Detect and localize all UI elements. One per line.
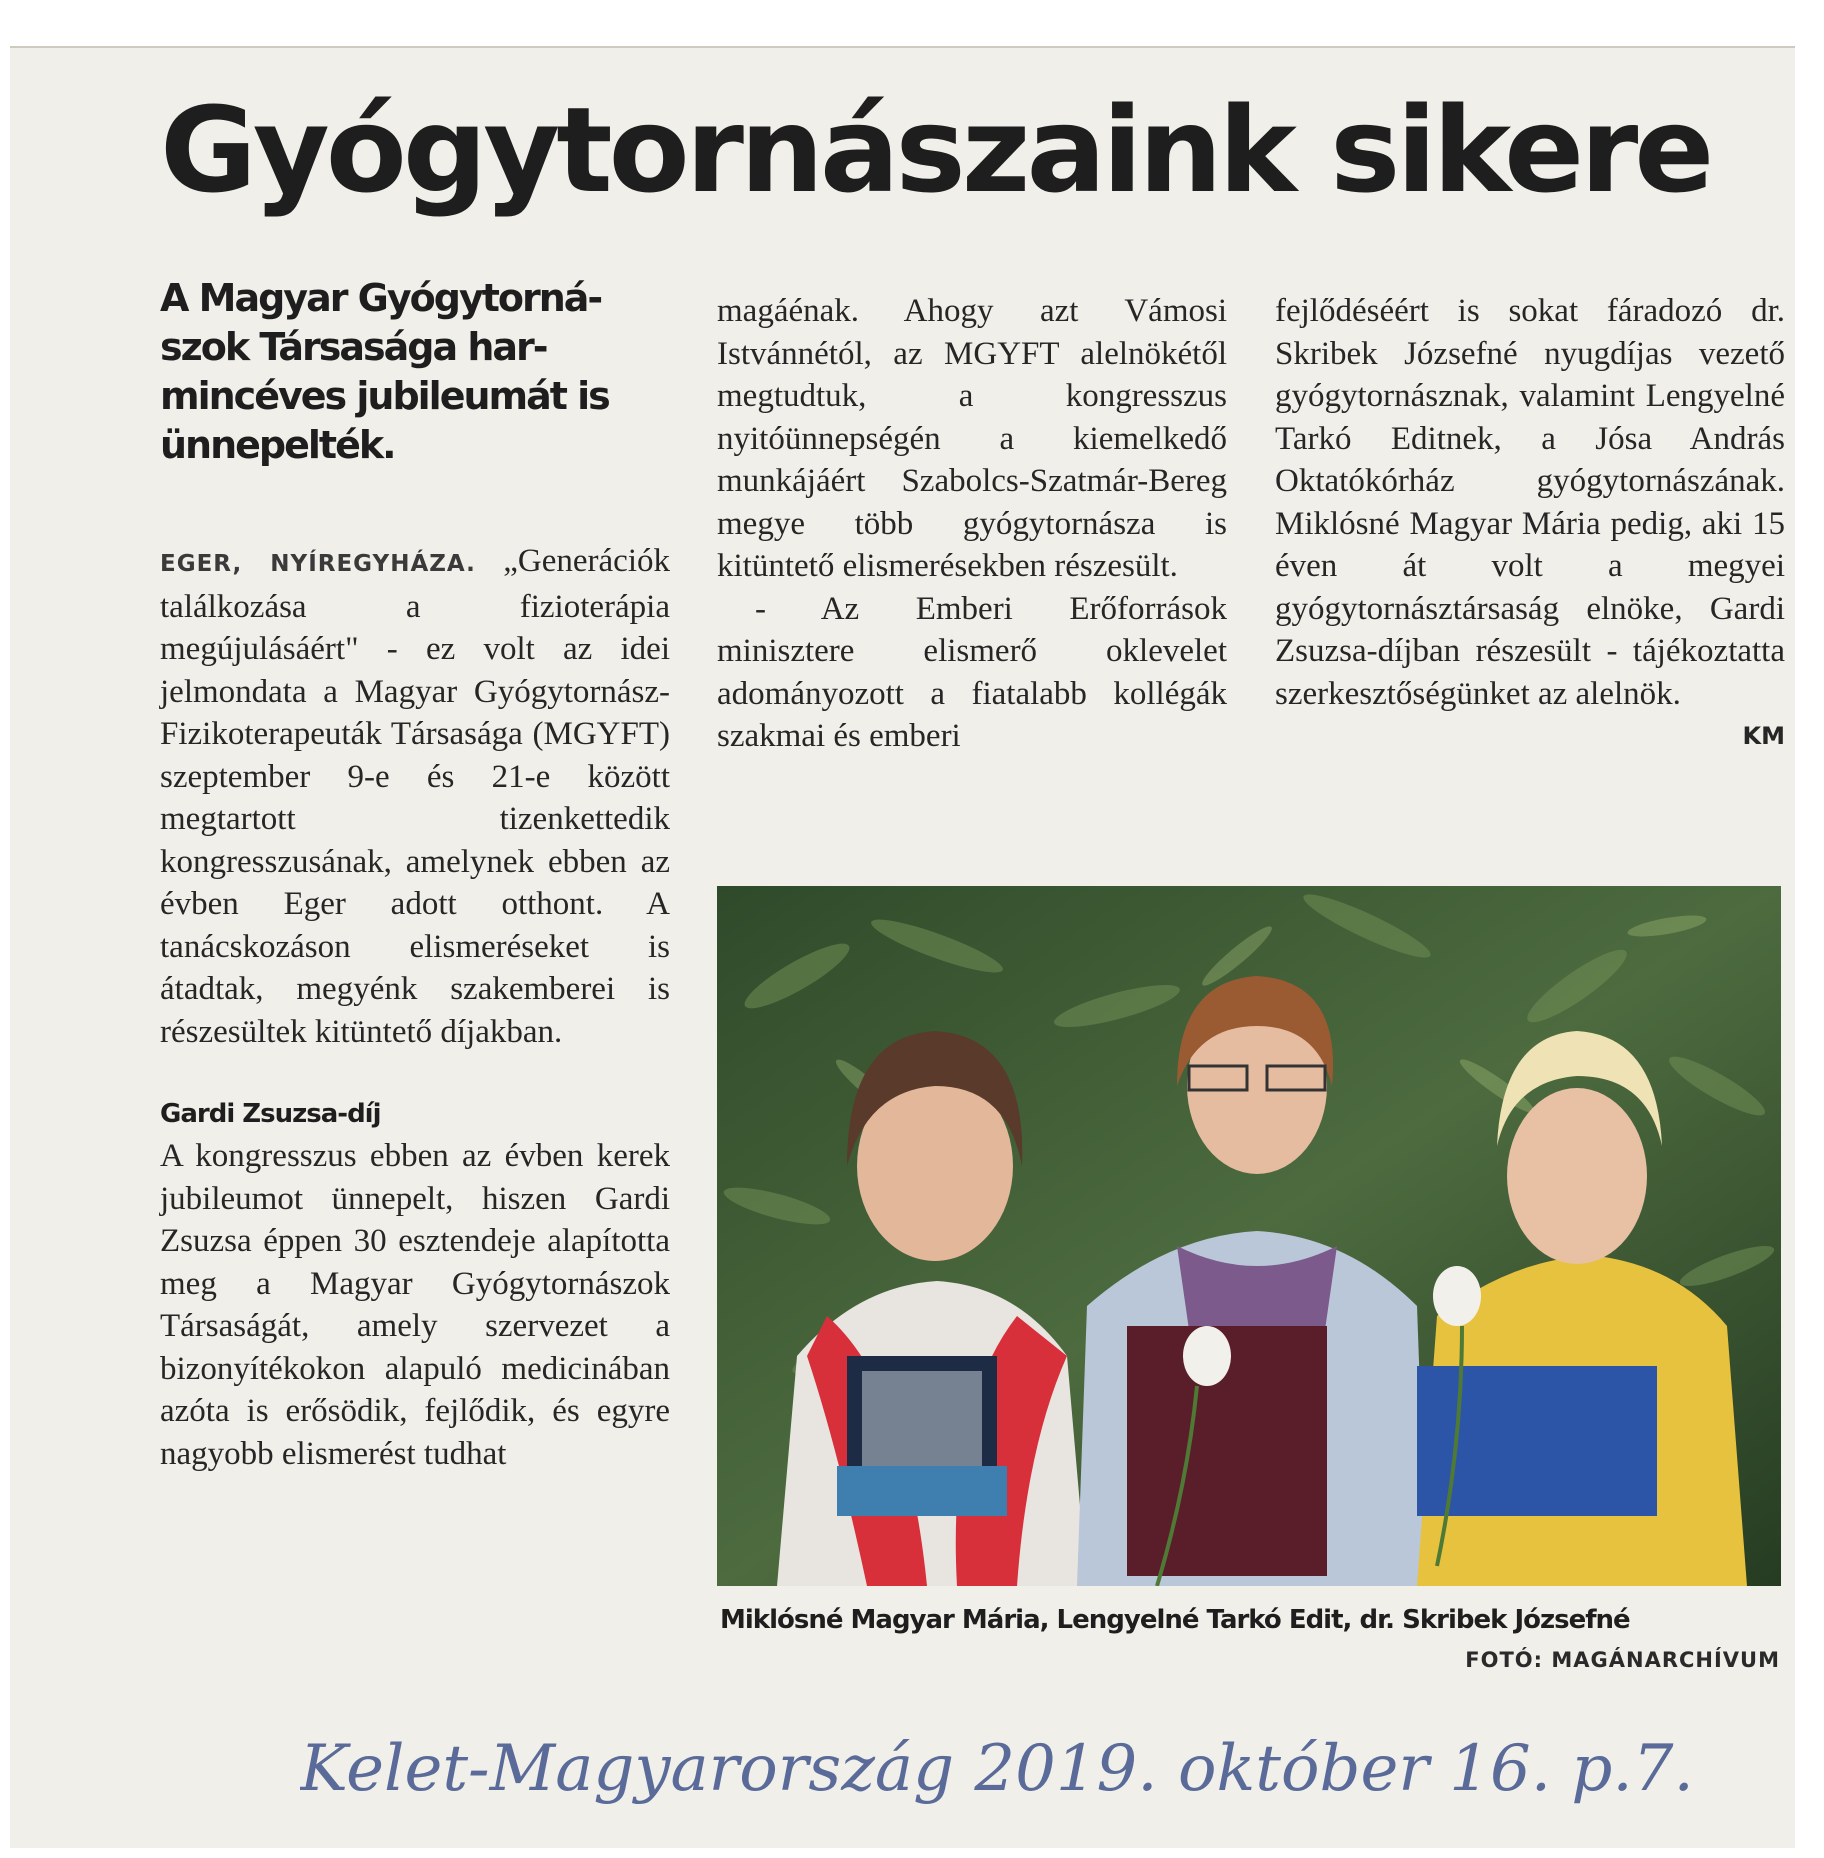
column-3 bbox=[1275, 290, 1785, 758]
headline: Gyógytornászaink sikere bbox=[160, 81, 1711, 219]
body-paragraph-4: - Az Emberi Erőforrások minisztere elismerő oklevelet adományozott a fiatalabb kollégák szakmai és emberi bbox=[717, 590, 1227, 754]
photo-credit: FOTÓ: MAGÁNARCHÍVUM bbox=[1465, 1648, 1780, 1672]
body-paragraph-5: fejlődéséért is sokat fáradozó dr. Skribek Józsefné nyugdíjas vezető gyógytornásznak, valamint Lengyelné Tarkó Editnek, a Jósa András Oktatókórház gyógytornászának. Miklósné Magyar Mária pedig, aki 15 éven át volt a megyei gyógytornásztársaság elnöke, Gardi Zsuzsa-díjban részesült - tájékoztatta szerkesztőségünket az alelnök. bbox=[1275, 293, 1785, 712]
column-1 bbox=[160, 540, 670, 1475]
photo-illustration bbox=[717, 886, 1781, 1586]
lead-paragraph: A Magyar Gyógytorná-szok Társasága har-mincéves jubileumát is ünnepelték. bbox=[160, 276, 609, 467]
body-paragraph-2: A kongresszus ebben az évben kerek jubileumot ünnepelt, hiszen Gardi Zsuzsa éppen 30 esztendeje alapította meg a Magyar Gyógytornászok Társaságát, amely szervezet a bizonyítékokon alapuló medicinában azóta is erősödik, fejlődik, és egyre nagyobb elismerést tudhat bbox=[160, 1138, 670, 1472]
handwritten-note: Kelet-Magyarország 2019. október 16. p.7. bbox=[300, 1732, 1694, 1806]
byline: KM bbox=[1742, 722, 1785, 750]
photo-caption: Miklósné Magyar Mária, Lengyelné Tarkó Edit, dr. Skribek Józsefné bbox=[720, 1605, 1630, 1635]
column-2 bbox=[717, 290, 1227, 758]
article bbox=[160, 50, 1792, 1690]
group-photo bbox=[717, 886, 1781, 1586]
subheading: Gardi Zsuzsa-díj bbox=[160, 1099, 381, 1129]
body-paragraph-3: magáénak. Ahogy azt Vámosi Istvánnétól, az MGYFT alelnökétől megtudtuk, a kongresszus nyitóünnepségén a kiemelkedő munkájáért Szabolcs-Szatmár-Bereg megye több gyógytornásza is kitüntető elismerésekben részesült. bbox=[717, 293, 1227, 584]
dateline: EGER, NYÍREGYHÁZA. bbox=[160, 551, 476, 577]
body-paragraph-1: „Generációk találkozása a fizioterápia megújulásáért" - ez volt az idei jelmondata a Magyar Gyógytornász-Fizikoterapeuták Társasága (MGYFT) szeptember 9-e és 21-e között megtartott tizenkettedik kongresszusának, amelynek ebben az évben Eger adott otthont. A tanácskozáson elismeréseket is átadtak, megyénk szakemberei is részesültek kitüntető díjakban. bbox=[160, 543, 670, 1050]
handwritten-annotation bbox=[300, 1680, 1780, 1840]
